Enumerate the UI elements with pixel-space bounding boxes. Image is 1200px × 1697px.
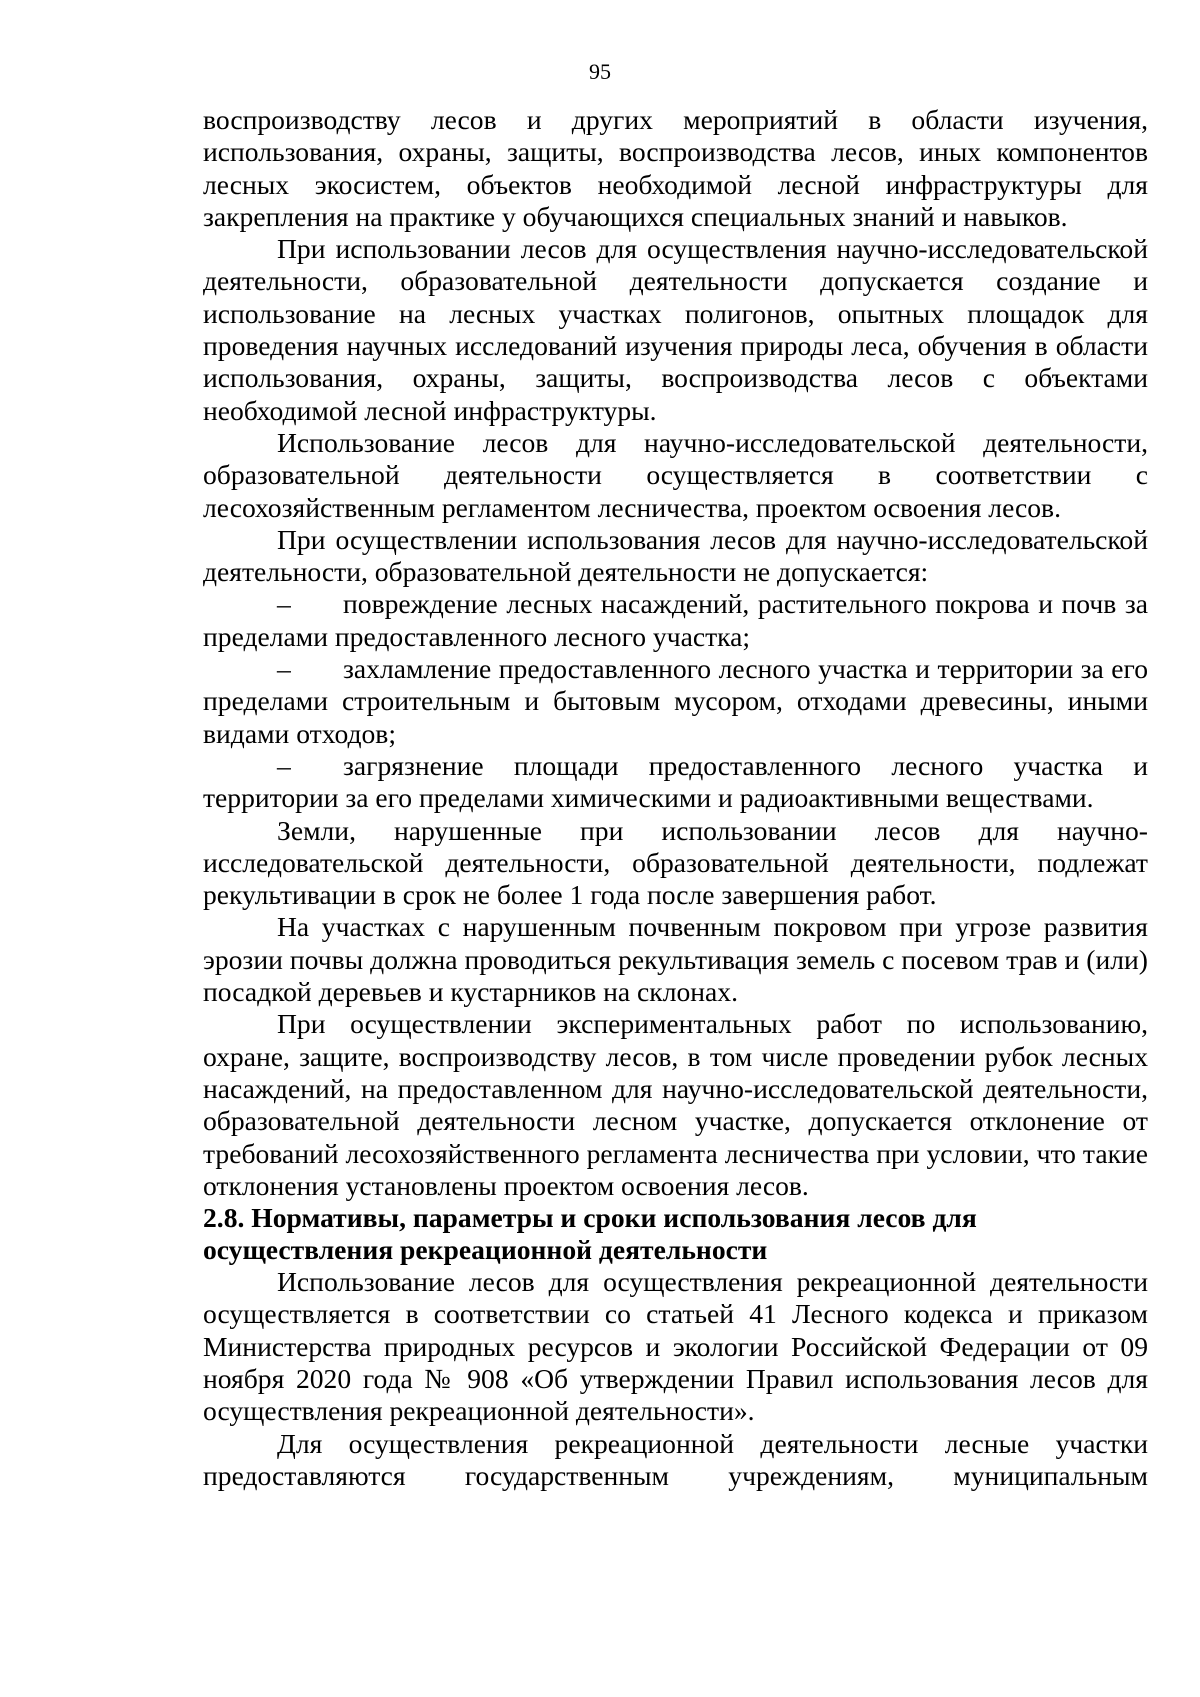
paragraph: Использование лесов для научно-исследовательской деятельности, образовательной деятельности осуществляется в соответствии с лесохозяйственным регламентом лесничества, проектом освоения лесов. [203, 426, 1148, 523]
paragraph-continued: Для осуществления рекреационной деятельности лесные участки предоставляются государственным учреждениям, муниципальным [203, 1427, 1148, 1491]
bullet-text: загрязнение площади предоставленного лесного участка и территории за его пределами химическими и радиоактивными веществами. [203, 749, 1148, 814]
bullet-item [203, 750, 1148, 815]
section-heading [203, 1202, 1148, 1266]
bullet-item [203, 653, 1148, 750]
paragraph-continuation: воспроизводству лесов и других мероприятий в области изучения, использования, охраны, защиты, воспроизводства лесов, иных компонентов лесных экосистем, объектов необходимой лесной инфраструктуры для закрепления на практике у обучающихся специальных знаний и навыков. [203, 104, 1148, 232]
paragraph: При использовании лесов для осуществления научно-исследовательской деятельности, образовательной деятельности допускается создание и использование на лесных участках полигонов, опытных площадок для проведения научных исследований изучения природы леса, обучения в области использования, охраны, защиты, воспроизводства лесов с объектами необходимой лесной инфраструктуры. [203, 233, 1148, 426]
bullet-dash: – [277, 588, 291, 620]
paragraph: На участках с нарушенным почвенным покровом при угрозе развития эрозии почвы должна проводиться рекультивация земель с посевом трав и (или) посадкой деревьев и кустарников на склонах. [203, 911, 1148, 1008]
bullet-dash: – [277, 749, 291, 781]
paragraph: Использование лесов для осуществления рекреационной деятельности осуществляется в соответствии со статьей 41 Лесного кодекса и приказом Министерства природных ресурсов и экологии Российской Федерации от 09 ноября 2020 года № 908 «Об утверждении Правил использования лесов для осуществления рекреационной деятельности». [203, 1266, 1148, 1427]
section-heading-line: осуществления рекреационной деятельности [203, 1234, 768, 1266]
paragraph: При осуществлении экспериментальных работ по использованию, охране, защите, воспроизводству лесов, в том числе проведении рубок лесных насаждений, на предоставленном для научно-исследовательской деятельности, образовательной деятельности лесном участке, допускается отклонение от требований лесохозяйственного регламента лесничества при условии, что такие отклонения установлены проектом освоения лесов. [203, 1008, 1148, 1201]
page-content [203, 104, 1148, 1492]
page-number: 95 [589, 59, 611, 84]
bullet-item [203, 588, 1148, 653]
paragraph: При осуществлении использования лесов для научно-исследовательской деятельности, образовательной деятельности не допускается: [203, 523, 1148, 588]
bullet-text: захламление предоставленного лесного участка и территории за его пределами строительным и бытовым мусором, отходами древесины, иными видами отходов; [203, 653, 1148, 749]
section-heading-line: 2.8. Нормативы, параметры и сроки использования лесов для [203, 1202, 977, 1234]
paragraph: Земли, нарушенные при использовании лесов для научно-исследовательской деятельности, образовательной деятельности, подлежат рекультивации в срок не более 1 года после завершения работ. [203, 814, 1148, 911]
bullet-dash: – [277, 653, 291, 685]
bullet-text: повреждение лесных насаждений, растительного покрова и почв за пределами предоставленного лесного участка; [203, 588, 1148, 652]
